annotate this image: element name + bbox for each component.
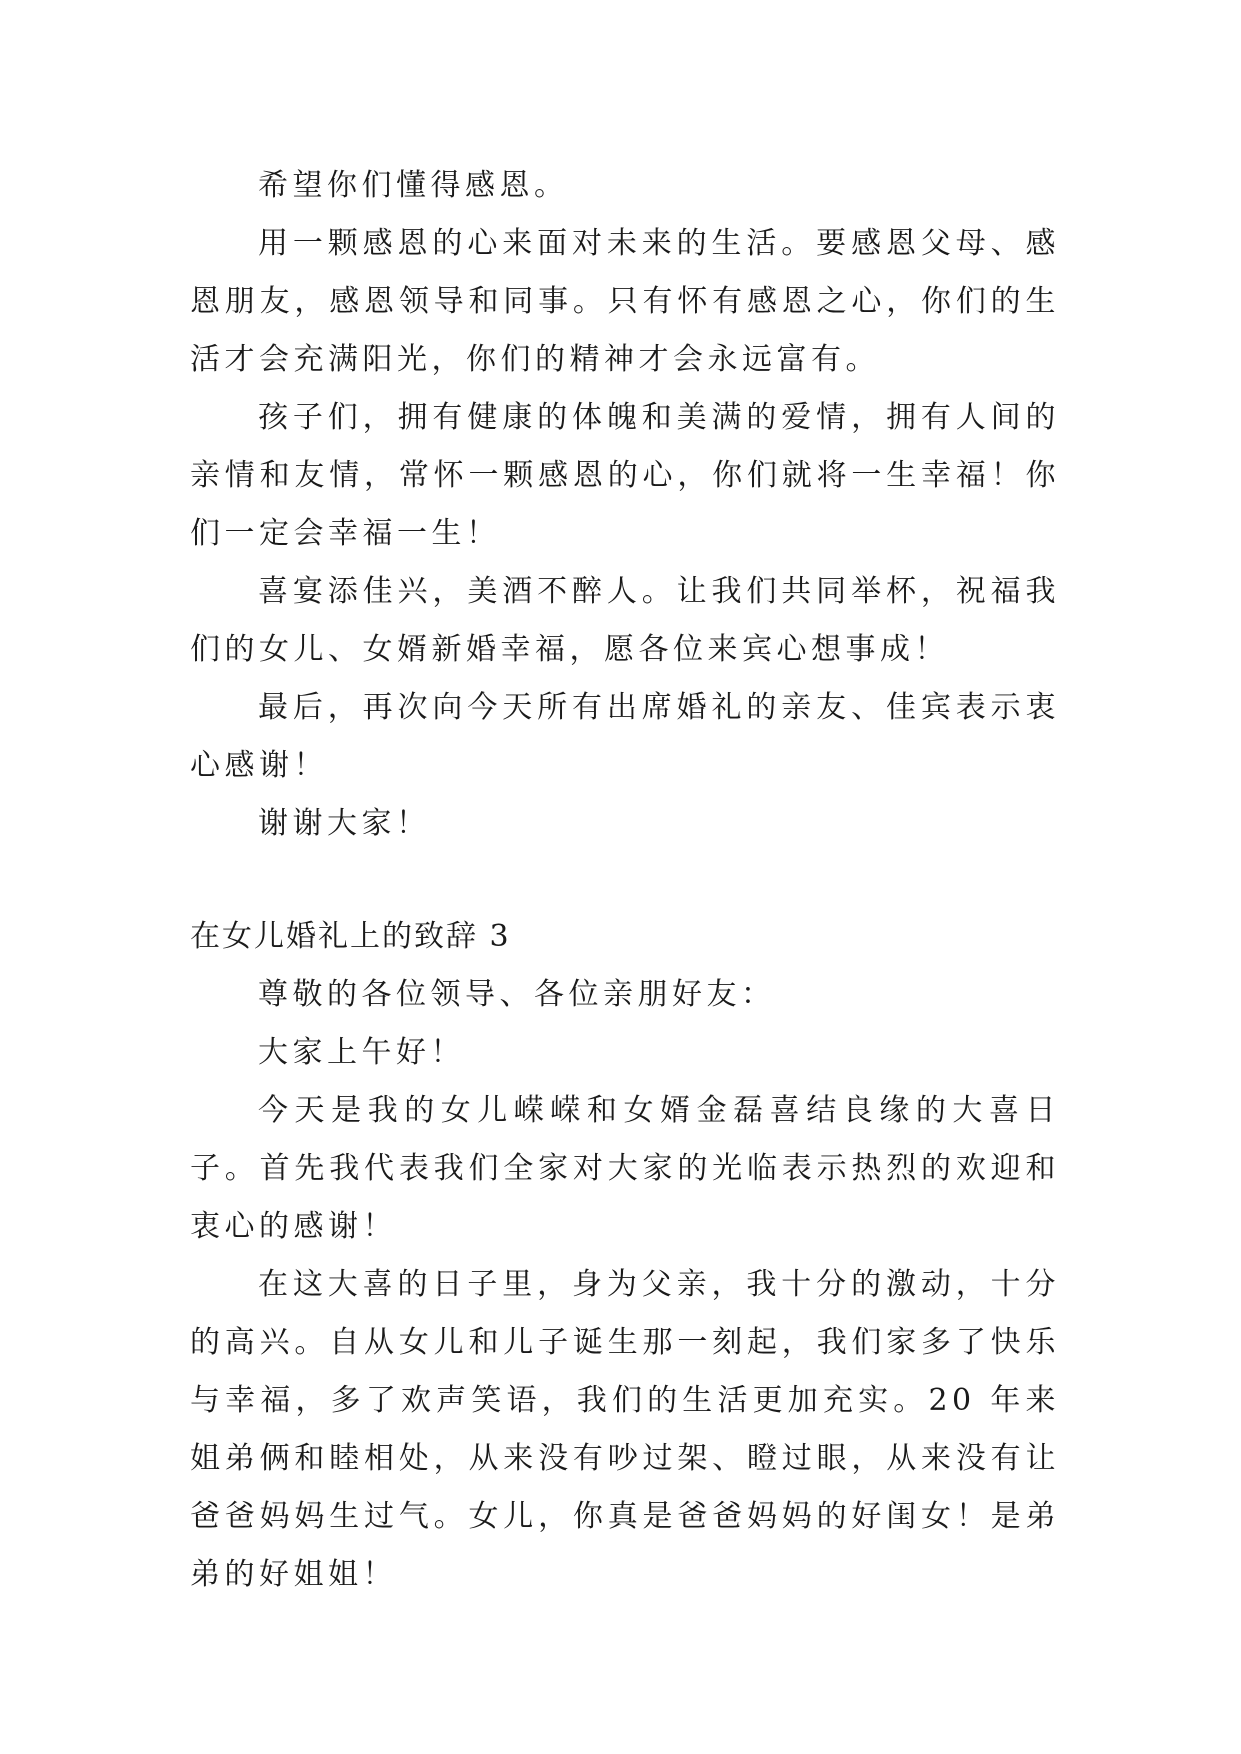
- speech-continuation: [190, 157, 1060, 853]
- paragraph: 喜宴添佳兴，美酒不醉人。让我们共同举杯，祝福我们的女儿、女婿新婚幸福，愿各位来宾心想事成！: [190, 574, 1060, 667]
- paragraph: 最后，再次向今天所有出席婚礼的亲友、佳宾表示衷心感谢！: [190, 690, 1060, 783]
- paragraph: 尊敬的各位领导、各位亲朋好友：: [258, 977, 776, 1012]
- paragraph: 孩子们，拥有健康的体魄和美满的爱情，拥有人间的亲情和友情，常怀一颗感恩的心，你们就将一生幸福！你们一定会幸福一生！: [190, 400, 1060, 551]
- speech-section-3: [190, 908, 1060, 1604]
- paragraph: 在这大喜的日子里，身为父亲，我十分的激动，十分的高兴。自从女儿和儿子诞生那一刻起，我们家多了快乐与幸福，多了欢声笑语，我们的生活更加充实。20 年来姐弟俩和睦相处，从来没有吵过架、瞪过眼，从来没有让爸爸妈妈生过气。女儿，你真是爸爸妈妈的好闺女！是弟弟的好姐姐！: [190, 1267, 1060, 1592]
- section-title: 在女儿婚礼上的致辞 3: [190, 919, 511, 954]
- paragraph: 用一颗感恩的心来面对未来的生活。要感恩父母、感恩朋友，感恩领导和同事。只有怀有感恩之心，你们的生活才会充满阳光，你们的精神才会永远富有。: [190, 226, 1060, 377]
- paragraph: 大家上午好！: [258, 1035, 465, 1070]
- paragraph: 谢谢大家！: [258, 806, 431, 841]
- paragraph: 希望你们懂得感恩。: [258, 168, 569, 203]
- paragraph: 今天是我的女儿嵘嵘和女婿金磊喜结良缘的大喜日子。首先我代表我们全家对大家的光临表示热烈的欢迎和衷心的感谢！: [190, 1093, 1060, 1244]
